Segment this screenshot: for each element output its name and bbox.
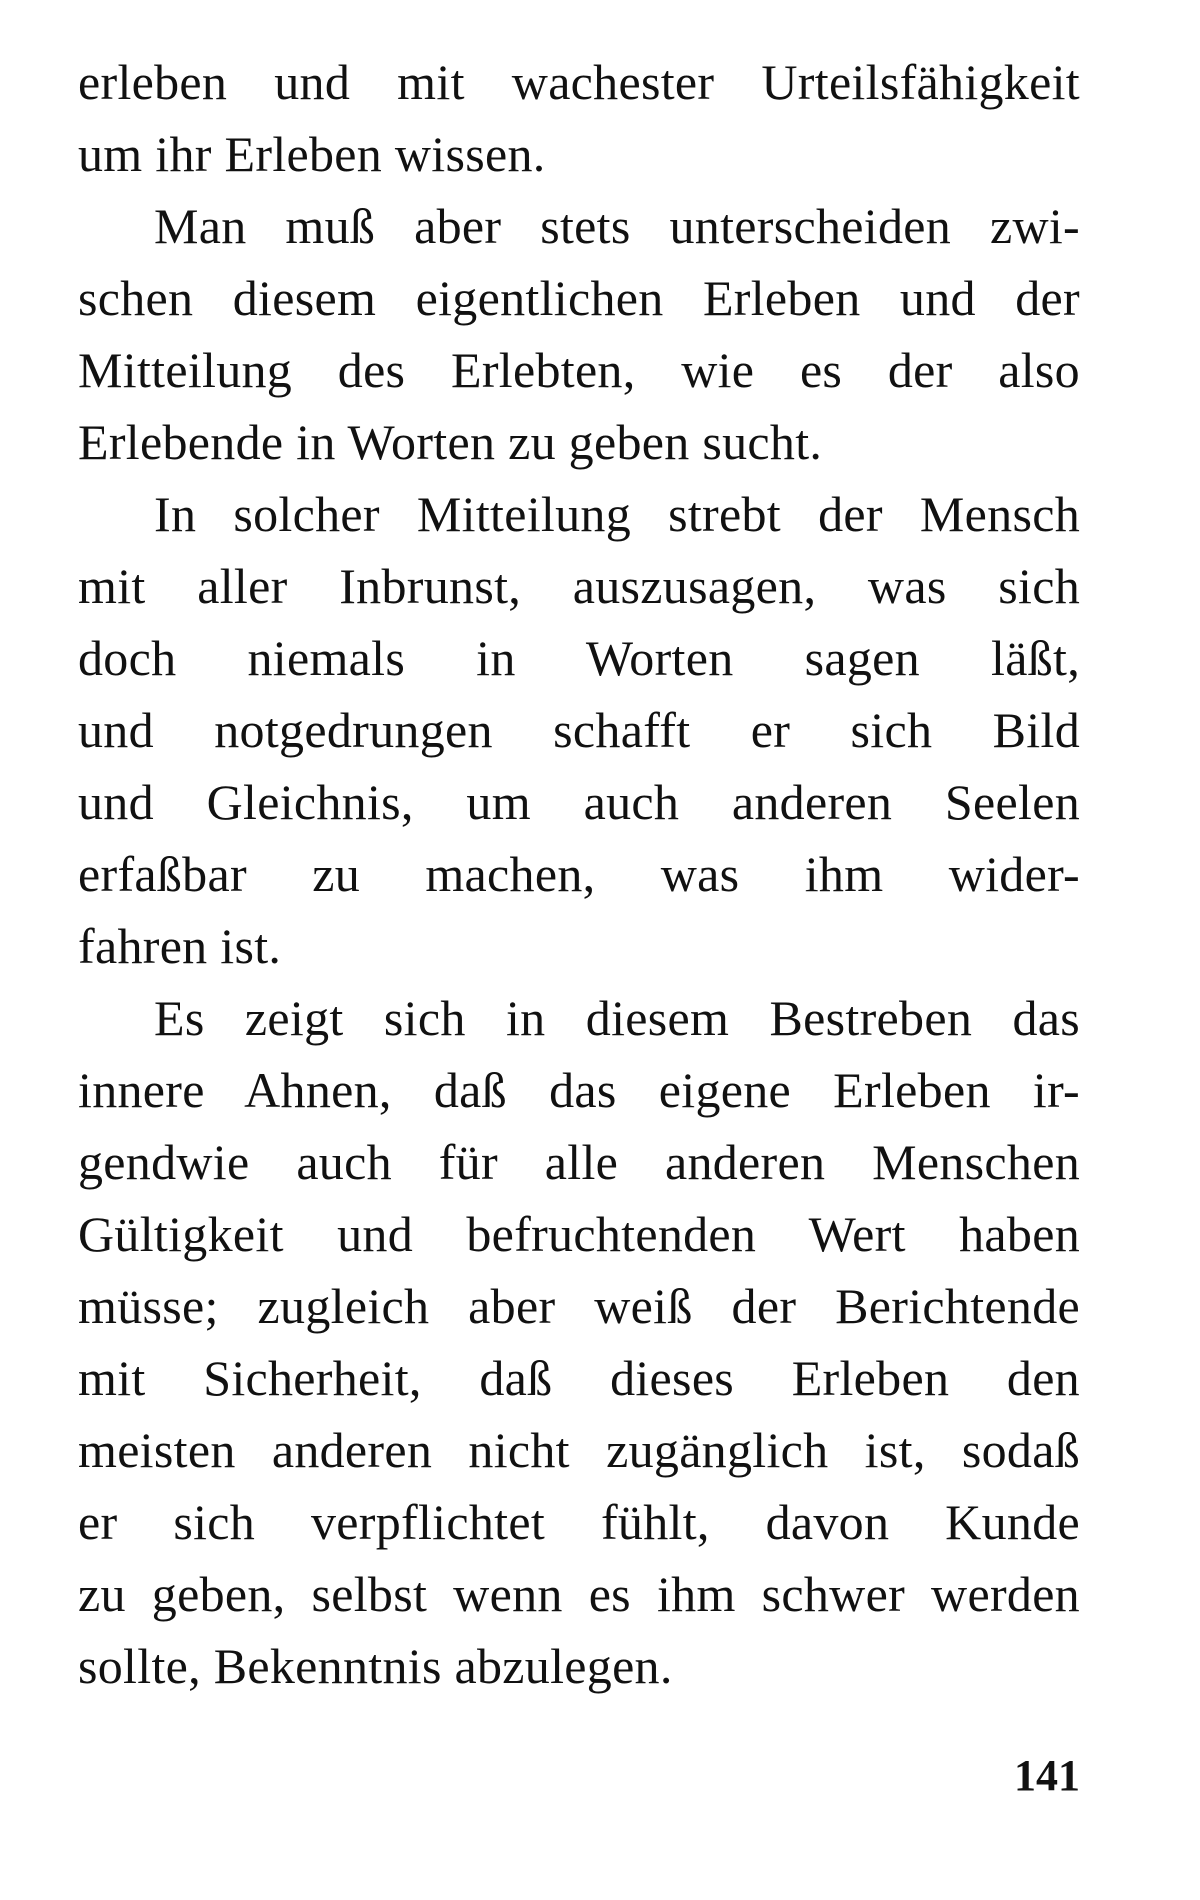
text-line: erfaßbar zu machen, was ihm wider- <box>78 846 1080 902</box>
text-line: Es zeigt sich in diesem Bestreben das <box>154 990 1080 1046</box>
text-line: und notgedrungen schafft er sich Bild <box>78 702 1080 758</box>
text-line: zu geben, selbst wenn es ihm schwer werden <box>78 1566 1080 1622</box>
text-line: In solcher Mitteilung strebt der Mensch <box>154 486 1080 542</box>
text-line: Man muß aber stets unterscheiden zwi- <box>154 198 1080 254</box>
text-line: Gültigkeit und befruchtenden Wert haben <box>78 1206 1080 1262</box>
text-line: müsse; zugleich aber weiß der Berichtende <box>78 1278 1080 1334</box>
body-text <box>78 46 1080 1702</box>
text-line: gendwie auch für alle anderen Menschen <box>78 1134 1080 1190</box>
page-number: 141 <box>1014 1751 1080 1800</box>
text-line: meisten anderen nicht zugänglich ist, sodaß <box>78 1422 1080 1478</box>
text-line: Mitteilung des Erlebten, wie es der also <box>78 342 1080 398</box>
text-line: doch niemals in Worten sagen läßt, <box>78 630 1080 686</box>
text-line: um ihr Erleben wissen. <box>78 126 546 182</box>
text-line: er sich verpflichtet fühlt, davon Kunde <box>78 1494 1080 1550</box>
text-line: und Gleichnis, um auch anderen Seelen <box>78 774 1080 830</box>
text-line: fahren ist. <box>78 918 282 974</box>
text-line: mit Sicherheit, daß dieses Erleben den <box>78 1350 1080 1406</box>
text-line: innere Ahnen, daß das eigene Erleben ir- <box>78 1062 1080 1118</box>
text-line: Erlebende in Worten zu geben sucht. <box>78 414 823 470</box>
text-line: sollte, Bekenntnis abzulegen. <box>78 1638 673 1694</box>
text-line: erleben und mit wachester Urteilsfähigkeit <box>78 54 1080 110</box>
text-line: schen diesem eigentlichen Erleben und der <box>78 270 1080 326</box>
text-line: mit aller Inbrunst, auszusagen, was sich <box>78 558 1080 614</box>
